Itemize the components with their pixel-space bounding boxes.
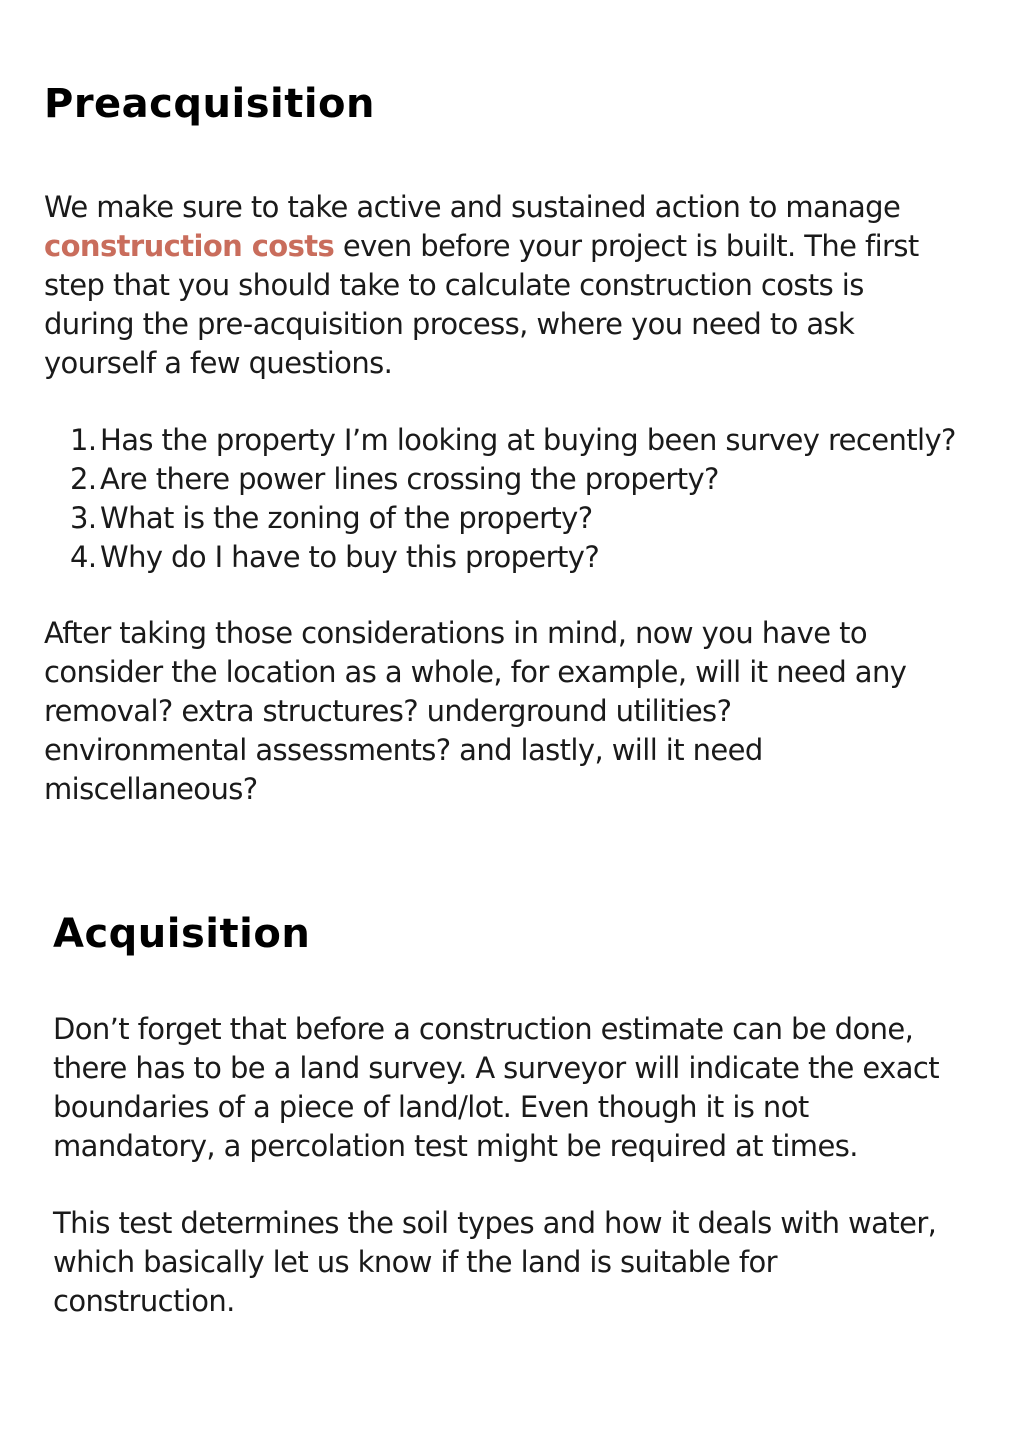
list-item-text: Are there power lines crossing the property? (100, 462, 719, 496)
followup-line-2: consider the location as a whole, for example, will it need any (44, 655, 907, 689)
list-item-text: Has the property I’m looking at buying been survey recently? (100, 423, 956, 457)
acquisition-p2-line-3: construction. (53, 1284, 235, 1318)
acquisition-paragraph-1 (53, 1010, 939, 1166)
preacquisition-heading: Preacquisition (44, 81, 376, 127)
intro-line-2-rest: even before your project is built. The first (334, 229, 919, 263)
list-item-number: 2. (70, 462, 97, 496)
intro-line-2 (44, 227, 919, 266)
intro-line-5: yourself a few questions. (44, 346, 393, 380)
list-item (70, 499, 956, 538)
acquisition-p1-line-1: Don’t forget that before a construction estimate can be done, (53, 1012, 914, 1046)
intro-line-3: step that you should take to calculate construction costs is (44, 268, 864, 302)
acquisition-p2-line-1: This test determines the soil types and how it deals with water, (53, 1206, 937, 1240)
acquisition-p1-line-4: mandatory, a percolation test might be required at times. (53, 1129, 858, 1163)
list-item-text: Why do I have to buy this property? (100, 540, 600, 574)
construction-costs-highlight: construction costs (44, 229, 335, 263)
questions-list (70, 421, 956, 577)
acquisition-p1-line-3: boundaries of a piece of land/lot. Even though it is not (53, 1090, 809, 1124)
list-item (70, 460, 956, 499)
list-item (70, 421, 956, 460)
list-item-number: 1. (70, 423, 97, 457)
list-item-number: 3. (70, 501, 97, 535)
list-item-text: What is the zoning of the property? (100, 501, 593, 535)
followup-line-1: After taking those considerations in mind, now you have to (44, 616, 868, 650)
followup-line-3: removal? extra structures? underground utilities? (44, 694, 732, 728)
list-item (70, 538, 956, 577)
intro-line-4: during the pre-acquisition process, where you need to ask (44, 307, 855, 341)
followup-line-4: environmental assessments? and lastly, will it need (44, 733, 763, 767)
preacquisition-intro-paragraph (44, 188, 919, 383)
acquisition-heading: Acquisition (53, 911, 311, 957)
acquisition-paragraph-2 (53, 1204, 936, 1321)
list-item-number: 4. (70, 540, 97, 574)
followup-line-5: miscellaneous? (44, 772, 258, 806)
preacquisition-followup-paragraph (44, 614, 906, 809)
acquisition-p1-line-2: there has to be a land survey. A surveyor will indicate the exact (53, 1051, 939, 1085)
intro-line-1: We make sure to take active and sustained action to manage (44, 190, 901, 224)
acquisition-p2-line-2: which basically let us know if the land is suitable for (53, 1245, 777, 1279)
